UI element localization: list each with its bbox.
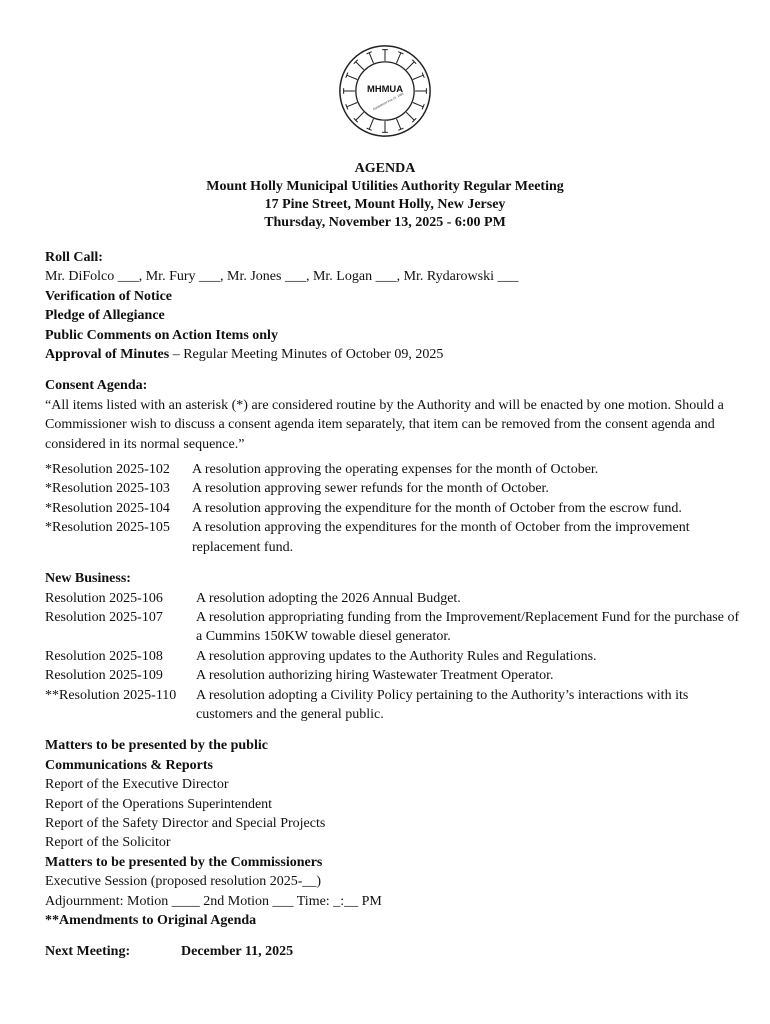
resolution-text: A resolution approving updates to the Authority Rules and Regulations. <box>196 648 597 664</box>
consent-intro: “All items listed with an asterisk (*) are considered routine by the Authority and will be enacted by one motion. Should a Commissioner wish to discuss a consent agenda item separately, that item can be removed from the consent agenda and considered in its normal sequence.” <box>45 397 724 452</box>
logo-tick <box>347 75 357 79</box>
report-operations: Report of the Operations Superintendent <box>45 796 273 812</box>
resolution-text: A resolution appropriating funding from the Improvement/Replacement Fund for the purchase of a Cummins 150KW towable diesel generator. <box>196 609 740 645</box>
resolution-text: A resolution approving the expenditures for the month of October from the improvement replacement fund. <box>192 520 690 555</box>
logo-tick <box>406 112 414 120</box>
next-meeting <box>45 942 745 961</box>
resolution-text: A resolution adopting a Civility Policy pertaining to the Authority’s interactions with its customers and the general public. <box>196 687 689 722</box>
resolution-number: *Resolution 2025-102 <box>45 462 170 478</box>
new-business-row <box>45 589 745 608</box>
new-business-label: New Business: <box>45 571 131 587</box>
resolution-number: Resolution 2025-107 <box>45 609 163 625</box>
new-business-resolutions <box>45 589 745 725</box>
resolution-text: A resolution approving the operating expenses for the month of October. <box>192 462 599 478</box>
agenda-body <box>45 248 745 962</box>
adjournment: Adjournment: Motion ____ 2nd Motion ___ Time: _:__ PM <box>45 893 382 909</box>
next-meeting-label: Next Meeting: <box>45 944 131 960</box>
agenda-header <box>0 160 770 232</box>
logo-text: MHMUA <box>367 82 403 94</box>
resolution-number: *Resolution 2025-103 <box>45 481 170 497</box>
report-executive-director: Report of the Executive Director <box>45 777 229 793</box>
resolution-text: A resolution adopting the 2026 Annual Budget. <box>196 590 461 606</box>
approval-of-minutes <box>45 345 745 364</box>
public-comments: Public Comments on Action Items only <box>45 327 278 343</box>
roll-call-members: Mr. DiFolco ___, Mr. Fury ___, Mr. Jones ___, Mr. Logan ___, Mr. Rydarowski ___ <box>45 269 519 285</box>
logo-tick <box>397 119 401 129</box>
meeting-name: Mount Holly Municipal Utilities Authority Regular Meeting <box>206 179 564 194</box>
next-meeting-date: December 11, 2025 <box>181 944 294 960</box>
logo-tick <box>413 103 423 107</box>
communications-reports: Communications & Reports <box>45 757 213 773</box>
meeting-address: 17 Pine Street, Mount Holly, New Jersey <box>264 197 506 212</box>
report-safety: Report of the Safety Director and Special Projects <box>45 815 326 831</box>
approval-label: Approval of Minutes <box>45 347 170 363</box>
new-business-row <box>45 647 745 666</box>
consent-resolution-row <box>45 518 745 557</box>
public-matters: Matters to be presented by the public <box>45 738 268 754</box>
resolution-number: Resolution 2025-109 <box>45 668 163 684</box>
amendments-note: **Amendments to Original Agenda <box>45 913 257 928</box>
executive-session: Executive Session (proposed resolution 2025-__) <box>45 874 322 890</box>
logo-tick <box>369 119 373 129</box>
consent-resolutions <box>45 460 745 557</box>
resolution-text: A resolution approving sewer refunds for the month of October. <box>192 481 549 497</box>
resolution-text: A resolution approving the expenditure for the month of October from the escrow fund. <box>192 500 682 516</box>
logo-motto: Established Feb 15, 1966 <box>372 91 405 112</box>
resolution-number: *Resolution 2025-105 <box>45 520 170 536</box>
consent-resolution-row <box>45 460 745 479</box>
report-solicitor: Report of the Solicitor <box>45 835 171 851</box>
mhmua-logo <box>338 44 432 138</box>
new-business-row <box>45 686 745 725</box>
new-business-row <box>45 666 745 685</box>
logo-tick <box>356 62 364 70</box>
meeting-datetime: Thursday, November 13, 2025 - 6:00 PM <box>264 215 506 230</box>
consent-agenda-label: Consent Agenda: <box>45 378 148 394</box>
resolution-number: **Resolution 2025-110 <box>45 687 177 703</box>
approval-text: – Regular Meeting Minutes of October 09, 2025 <box>169 347 444 363</box>
logo-tick <box>356 112 364 120</box>
consent-resolution-row <box>45 499 745 518</box>
agenda-title: AGENDA <box>354 161 416 176</box>
logo-tick <box>369 53 373 63</box>
logo-tick <box>397 53 401 63</box>
resolution-number: Resolution 2025-108 <box>45 648 163 664</box>
roll-call-label: Roll Call: <box>45 250 103 265</box>
consent-resolution-row <box>45 479 745 498</box>
new-business-row <box>45 608 745 647</box>
commissioner-matters: Matters to be presented by the Commissioners <box>45 854 323 870</box>
logo-tick <box>413 75 423 79</box>
logo-tick <box>406 62 414 70</box>
resolution-text: A resolution authorizing hiring Wastewater Treatment Operator. <box>196 668 554 684</box>
pledge-of-allegiance: Pledge of Allegiance <box>45 308 165 324</box>
verification-of-notice: Verification of Notice <box>45 288 172 304</box>
logo-tick <box>347 103 357 107</box>
resolution-number: Resolution 2025-106 <box>45 590 163 606</box>
resolution-number: *Resolution 2025-104 <box>45 500 170 516</box>
